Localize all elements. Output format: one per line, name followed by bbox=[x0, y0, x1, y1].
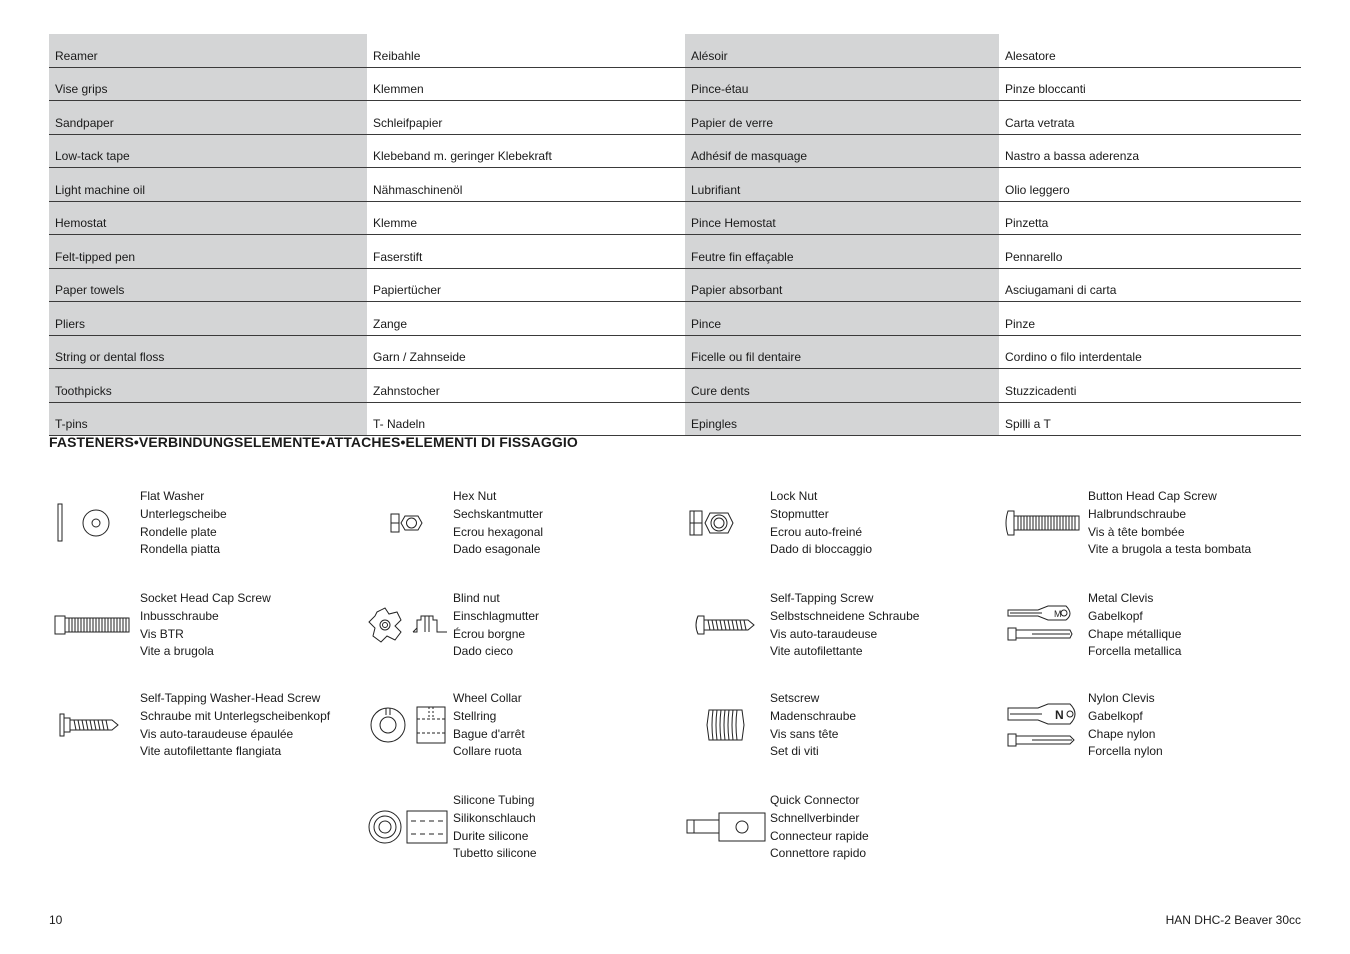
fastener-label-it: Vite a brugola a testa bombata bbox=[1088, 542, 1252, 557]
table-cell-de: T- Nadeln bbox=[367, 402, 685, 436]
table-row bbox=[49, 268, 1301, 302]
tools-translation-table bbox=[49, 34, 1301, 436]
table-cell-it: Spilli a T bbox=[999, 402, 1301, 436]
fastener-label-it: Vite a brugola bbox=[140, 644, 214, 659]
fastener-label-en: Quick Connector bbox=[770, 793, 860, 807]
fastener-label-de: Inbusschraube bbox=[140, 608, 219, 623]
fastener-label-fr: Durite silicone bbox=[453, 828, 529, 843]
fastener-label-de: Stopmutter bbox=[770, 506, 829, 521]
table-row bbox=[49, 201, 1301, 235]
flat-washer-icon bbox=[54, 488, 134, 558]
fastener-label-fr: Vis à tête bombée bbox=[1088, 524, 1185, 539]
table-cell-en: Toothpicks bbox=[49, 369, 367, 403]
fastener-label-fr: Vis auto-taraudeuse épaulée bbox=[140, 726, 294, 741]
table-cell-de: Klemmen bbox=[367, 67, 685, 101]
table-cell-it: Alesatore bbox=[999, 34, 1301, 67]
fastener-label-en: Nylon Clevis bbox=[1088, 691, 1155, 705]
table-cell-fr: Alésoir bbox=[685, 34, 999, 67]
fastener-label-en: Self-Tapping Washer-Head Screw bbox=[140, 691, 321, 705]
socket-head-screw-icon bbox=[54, 590, 134, 660]
fastener-label-it: Dado esagonale bbox=[453, 542, 541, 557]
fastener-silicone-tubing bbox=[367, 792, 667, 872]
fastener-metal-clevis bbox=[1002, 590, 1302, 670]
fastener-label-it: Vite autofilettante flangiata bbox=[140, 744, 282, 759]
fastener-hex-nut bbox=[367, 488, 667, 568]
table-row bbox=[49, 67, 1301, 101]
fastener-label-it: Vite autofilettante bbox=[770, 644, 863, 659]
table-row bbox=[49, 101, 1301, 135]
table-cell-it: Pinzetta bbox=[999, 201, 1301, 235]
fastener-label-it: Forcella metallica bbox=[1088, 644, 1182, 659]
fastener-label-de: Gabelkopf bbox=[1088, 708, 1143, 723]
table-cell-de: Papiertücher bbox=[367, 268, 685, 302]
fastener-lock-nut bbox=[684, 488, 984, 568]
blind-nut-icon bbox=[367, 590, 451, 660]
table-cell-it: Asciugamani di carta bbox=[999, 268, 1301, 302]
fastener-washer-head-screw bbox=[54, 690, 354, 770]
table-row bbox=[49, 34, 1301, 67]
setscrew-icon bbox=[684, 690, 764, 760]
fastener-self-tapping-screw bbox=[684, 590, 984, 670]
fastener-label-en: Socket Head Cap Screw bbox=[140, 591, 271, 605]
table-cell-fr: Pince Hemostat bbox=[685, 201, 999, 235]
fastener-wheel-collar bbox=[367, 690, 667, 770]
table-cell-fr: Lubrifiant bbox=[685, 168, 999, 202]
table-row bbox=[49, 134, 1301, 168]
table-cell-fr: Papier absorbant bbox=[685, 268, 999, 302]
table-row bbox=[49, 335, 1301, 369]
table-cell-en: Light machine oil bbox=[49, 168, 367, 202]
fastener-label-en: Lock Nut bbox=[770, 489, 818, 503]
table-cell-de: Garn / Zahnseide bbox=[367, 335, 685, 369]
hex-nut-icon bbox=[367, 488, 447, 558]
fastener-label-en: Blind nut bbox=[453, 591, 500, 605]
fastener-label-de: Stellring bbox=[453, 708, 497, 723]
table-row bbox=[49, 235, 1301, 269]
fastener-label-en: Setscrew bbox=[770, 691, 820, 705]
fastener-label-it: Dado di bloccaggio bbox=[770, 542, 873, 557]
table-cell-en: Low-tack tape bbox=[49, 134, 367, 168]
button-head-screw-icon bbox=[1002, 488, 1084, 558]
table-cell-de: Klemme bbox=[367, 201, 685, 235]
fastener-label-fr: Écrou borgne bbox=[453, 626, 526, 641]
fastener-button-head-screw bbox=[1002, 488, 1302, 568]
metal-clevis-icon bbox=[1002, 590, 1084, 660]
table-cell-de: Nähmaschinenöl bbox=[367, 168, 685, 202]
table-cell-de: Zahnstocher bbox=[367, 369, 685, 403]
fastener-label-de: Unterlegscheibe bbox=[140, 506, 227, 521]
table-row bbox=[49, 302, 1301, 336]
fastener-label-de: Schnellverbinder bbox=[770, 810, 860, 825]
self-tapping-screw-icon bbox=[684, 590, 764, 660]
fastener-label-fr: Connecteur rapide bbox=[770, 828, 869, 843]
fastener-label-de: Madenschraube bbox=[770, 708, 857, 723]
fastener-label-fr: Vis auto-taraudeuse bbox=[770, 626, 878, 641]
table-cell-de: Reibahle bbox=[367, 34, 685, 67]
table-cell-it: Pinze bloccanti bbox=[999, 67, 1301, 101]
table-cell-it: Olio leggero bbox=[999, 168, 1301, 202]
table-cell-en: Pliers bbox=[49, 302, 367, 336]
table-cell-it: Pennarello bbox=[999, 235, 1301, 269]
table-cell-de: Faserstift bbox=[367, 235, 685, 269]
product-name: HAN DHC-2 Beaver 30cc bbox=[1165, 913, 1301, 927]
fastener-label-en: Silicone Tubing bbox=[453, 793, 535, 807]
table-cell-en: Vise grips bbox=[49, 67, 367, 101]
table-cell-de: Zange bbox=[367, 302, 685, 336]
table-cell-fr: Pince-étau bbox=[685, 67, 999, 101]
page-number: 10 bbox=[49, 913, 63, 927]
fastener-label-it: Dado cieco bbox=[453, 644, 514, 659]
fastener-label-de: Einschlagmutter bbox=[453, 608, 540, 623]
table-cell-de: Schleifpapier bbox=[367, 101, 685, 135]
fastener-label-it: Collare ruota bbox=[453, 744, 522, 759]
quick-connector-icon bbox=[684, 792, 768, 862]
fastener-label-fr: Ecrou hexagonal bbox=[453, 524, 544, 539]
metal-clevis-mark: M bbox=[1054, 609, 1062, 619]
fasteners-heading: FASTENERS•VERBINDUNGSELEMENTE•ATTACHES•ELEMENTI DI FISSAGGIO bbox=[49, 434, 578, 450]
table-cell-it: Carta vetrata bbox=[999, 101, 1301, 135]
fastener-label-en: Button Head Cap Screw bbox=[1088, 489, 1217, 503]
fastener-label-it: Tubetto silicone bbox=[453, 846, 537, 861]
fastener-label-fr: Vis sans tête bbox=[770, 726, 839, 741]
fastener-label-en: Self-Tapping Screw bbox=[770, 591, 874, 605]
fastener-socket-head-screw bbox=[54, 590, 354, 670]
table-cell-en: Sandpaper bbox=[49, 101, 367, 135]
fastener-label-it: Forcella nylon bbox=[1088, 744, 1163, 759]
fastener-label-de: Gabelkopf bbox=[1088, 608, 1143, 623]
table-cell-en: Reamer bbox=[49, 34, 367, 67]
table-cell-fr: Cure dents bbox=[685, 369, 999, 403]
table-cell-fr: Adhésif de masquage bbox=[685, 134, 999, 168]
table-cell-fr: Epingles bbox=[685, 402, 999, 436]
fastener-blind-nut bbox=[367, 590, 667, 670]
silicone-tubing-icon bbox=[367, 792, 451, 862]
fastener-label-en: Metal Clevis bbox=[1088, 591, 1154, 605]
fastener-quick-connector bbox=[684, 792, 984, 872]
fastener-setscrew bbox=[684, 690, 984, 770]
table-cell-de: Klebeband m. geringer Klebekraft bbox=[367, 134, 685, 168]
fastener-label-de: Sechskantmutter bbox=[453, 506, 544, 521]
fastener-label-de: Schraube mit Unterlegscheibenkopf bbox=[140, 708, 331, 723]
fastener-label-en: Hex Nut bbox=[453, 489, 497, 503]
table-row bbox=[49, 402, 1301, 436]
table-row bbox=[49, 369, 1301, 403]
fastener-label-en: Wheel Collar bbox=[453, 691, 522, 705]
nylon-clevis-icon bbox=[1002, 690, 1084, 760]
table-cell-en: T-pins bbox=[49, 402, 367, 436]
table-cell-en: Hemostat bbox=[49, 201, 367, 235]
table-cell-en: Paper towels bbox=[49, 268, 367, 302]
fastener-label-de: Halbrundschraube bbox=[1088, 506, 1187, 521]
fastener-flat-washer bbox=[54, 488, 354, 568]
table-cell-it: Pinze bbox=[999, 302, 1301, 336]
fastener-label-fr: Chape nylon bbox=[1088, 726, 1156, 741]
fastener-label-fr: Rondelle plate bbox=[140, 524, 217, 539]
fastener-label-fr: Ecrou auto-freiné bbox=[770, 524, 863, 539]
fastener-label-it: Rondella piatta bbox=[140, 542, 221, 557]
table-cell-fr: Ficelle ou fil dentaire bbox=[685, 335, 999, 369]
nylon-clevis-mark: N bbox=[1055, 708, 1064, 722]
table-cell-it: Stuzzicadenti bbox=[999, 369, 1301, 403]
fastener-nylon-clevis bbox=[1002, 690, 1302, 770]
fastener-label-it: Set di viti bbox=[770, 744, 819, 759]
fastener-label-de: Selbstschneidene Schraube bbox=[770, 608, 920, 623]
fastener-label-en: Flat Washer bbox=[140, 489, 205, 503]
fastener-label-fr: Bague d'arrêt bbox=[453, 726, 525, 741]
table-cell-it: Cordino o filo interdentale bbox=[999, 335, 1301, 369]
fastener-label-fr: Vis BTR bbox=[140, 626, 184, 641]
wheel-collar-icon bbox=[367, 690, 451, 760]
table-cell-fr: Papier de verre bbox=[685, 101, 999, 135]
table-cell-en: String or dental floss bbox=[49, 335, 367, 369]
fastener-label-it: Connettore rapido bbox=[770, 846, 867, 861]
table-cell-it: Nastro a bassa aderenza bbox=[999, 134, 1301, 168]
table-cell-fr: Pince bbox=[685, 302, 999, 336]
table-row bbox=[49, 168, 1301, 202]
table-cell-fr: Feutre fin effaçable bbox=[685, 235, 999, 269]
fastener-label-de: Silikonschlauch bbox=[453, 810, 536, 825]
washer-head-screw-icon bbox=[54, 690, 134, 760]
table-cell-en: Felt-tipped pen bbox=[49, 235, 367, 269]
lock-nut-icon bbox=[684, 488, 764, 558]
fastener-label-fr: Chape métallique bbox=[1088, 626, 1182, 641]
